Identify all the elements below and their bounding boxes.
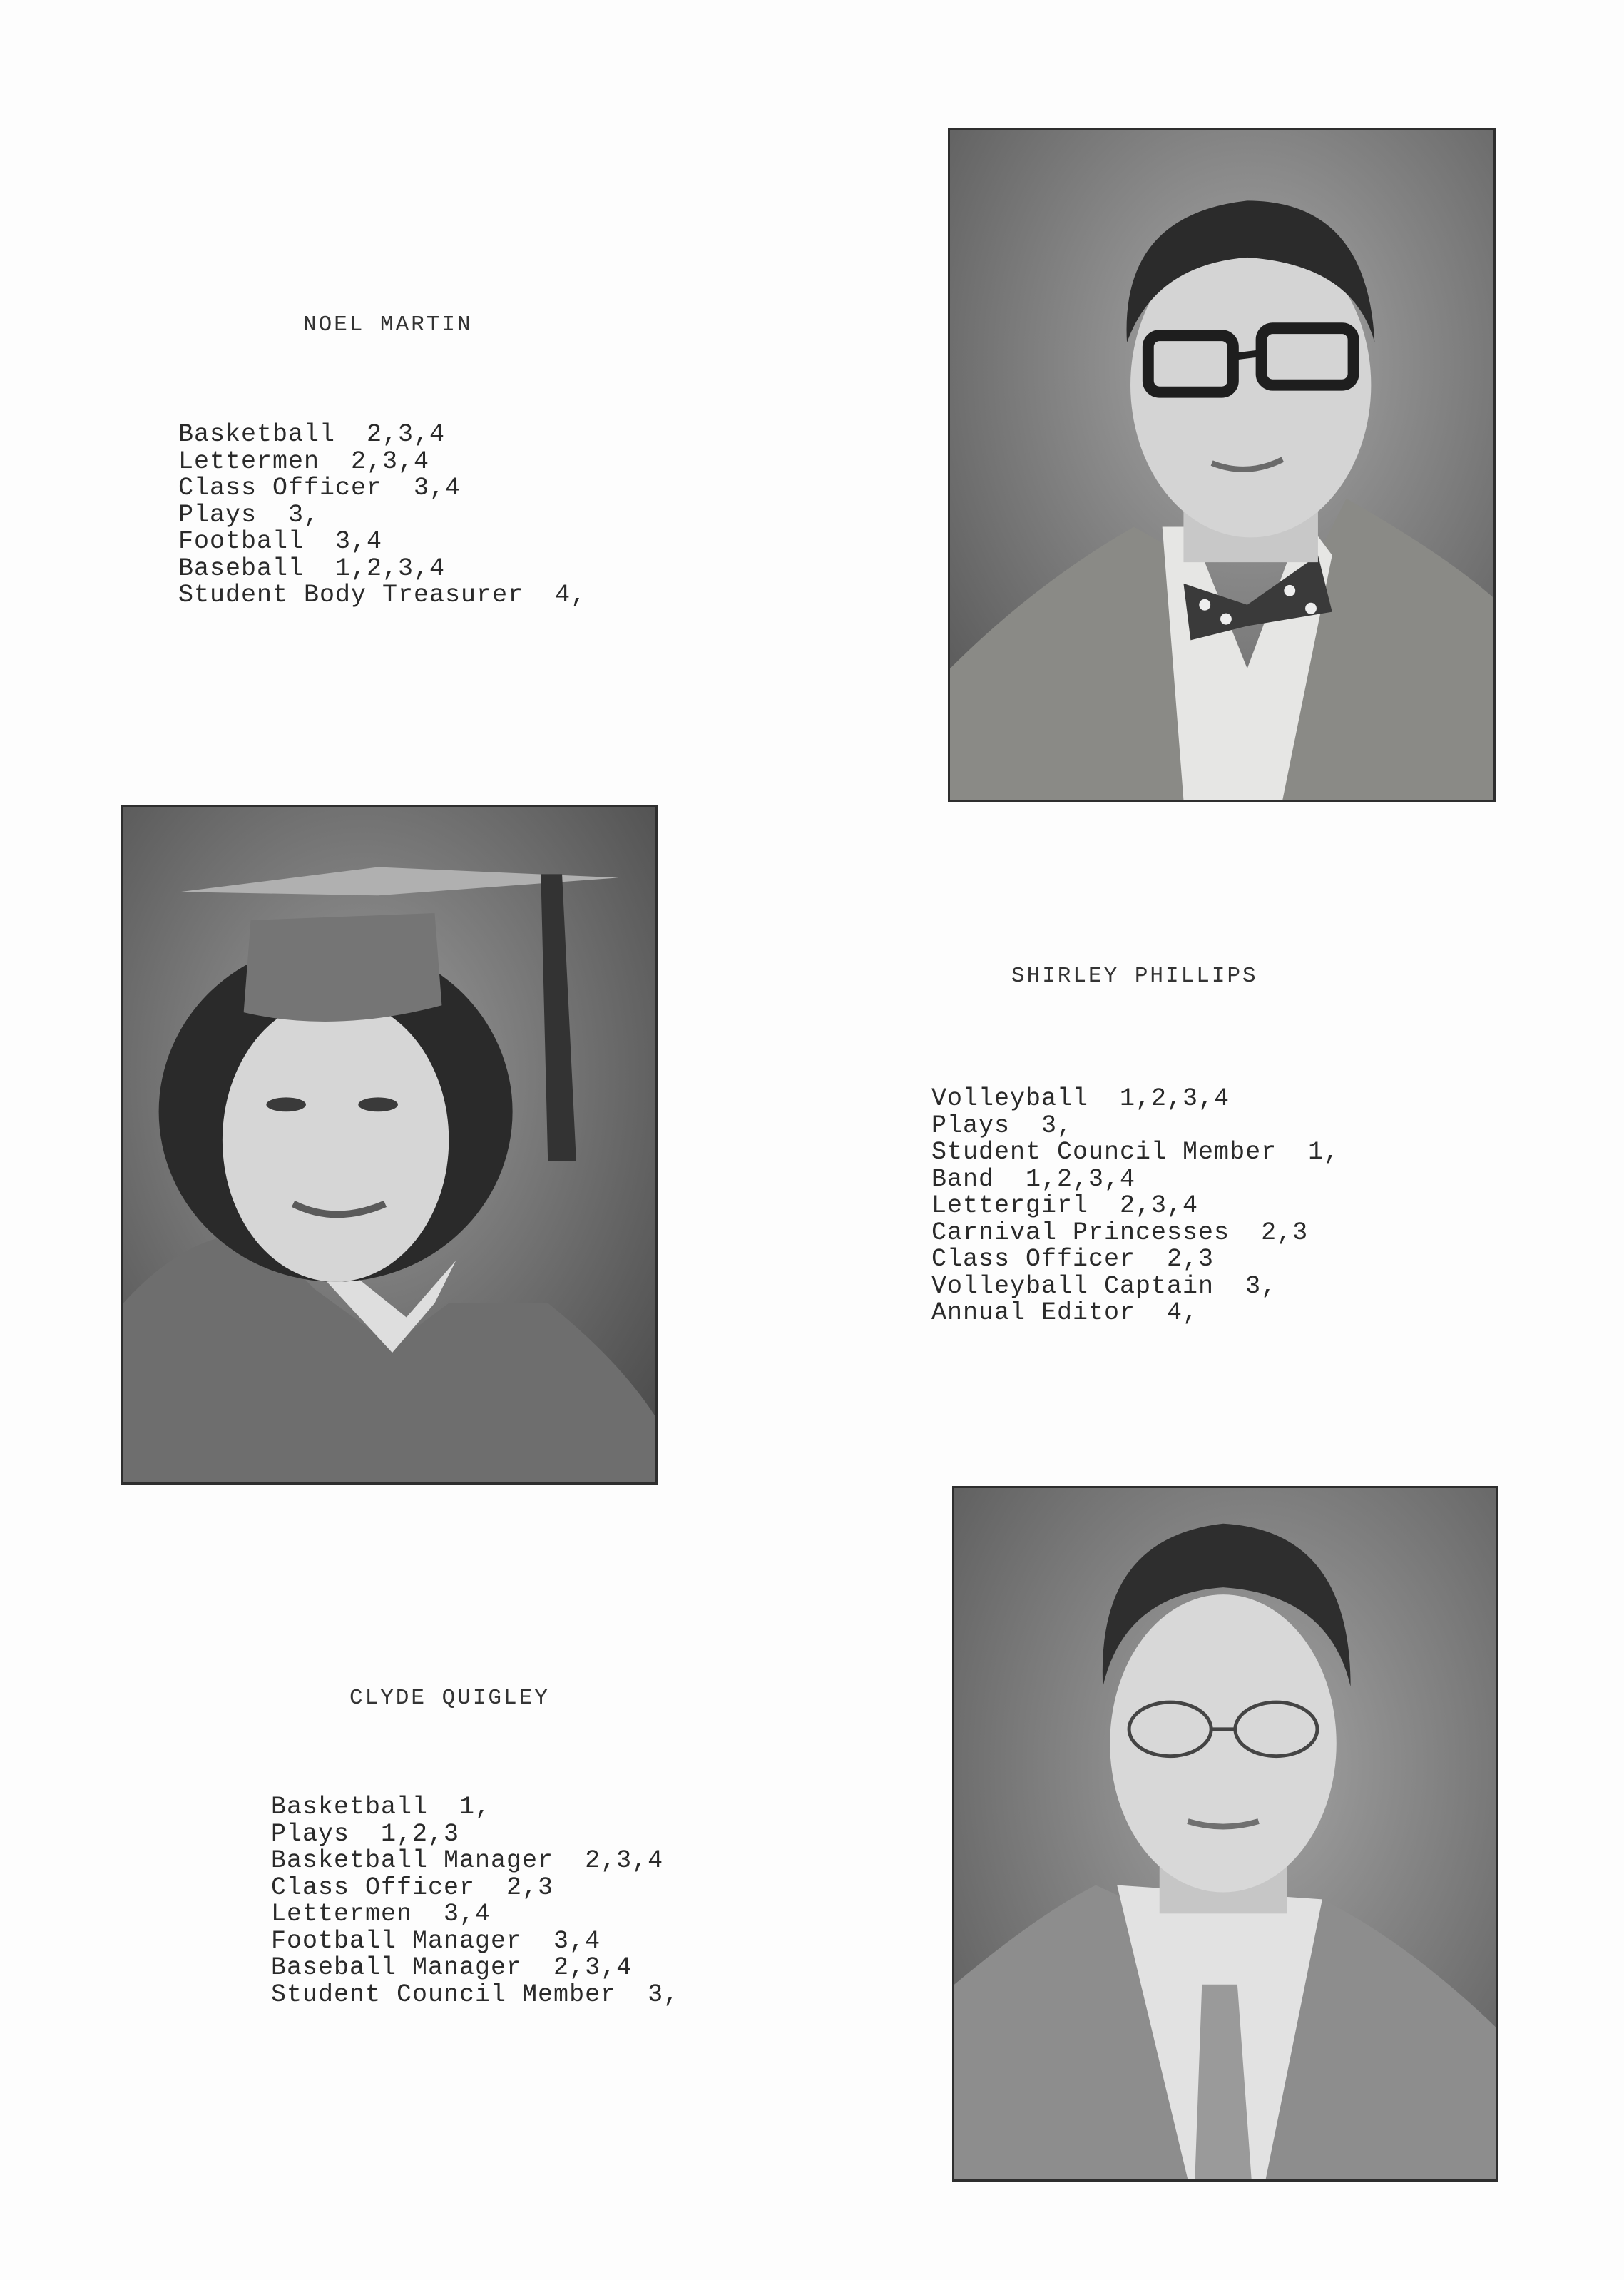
- activities-list: [178, 422, 586, 609]
- activity-item: Basketball 1,: [271, 1793, 491, 1821]
- activity-item: Football Manager 3,4: [271, 1926, 601, 1955]
- activity-item: Plays 3,: [931, 1111, 1073, 1140]
- activity-item: Student Council Member 3,: [271, 1980, 680, 2009]
- activity-item: Baseball 1,2,3,4: [178, 554, 446, 583]
- activity-item: Plays 3,: [178, 500, 320, 529]
- activity-item: Baseball Manager 2,3,4: [271, 1953, 633, 1982]
- activity-item: Carnival Princesses 2,3: [931, 1218, 1309, 1247]
- activity-item: Lettergirl 2,3,4: [931, 1191, 1199, 1220]
- activity-item: Band 1,2,3,4: [931, 1164, 1136, 1194]
- activity-item: Class Officer 2,3: [931, 1245, 1215, 1273]
- activity-item: Student Council Member 1,: [931, 1138, 1340, 1166]
- student-name: NOEL MARTIN: [303, 312, 473, 337]
- activities-list: [931, 1086, 1339, 1327]
- activity-item: Student Body Treasurer 4,: [178, 581, 587, 609]
- activity-item: Basketball 2,3,4: [178, 420, 446, 449]
- activity-item: Class Officer 2,3: [271, 1873, 554, 1902]
- portrait-photo: [121, 805, 658, 1485]
- activity-item: Basketball Manager 2,3,4: [271, 1846, 664, 1875]
- activities-list: [271, 1794, 679, 2008]
- activity-item: Lettermen 2,3,4: [178, 447, 430, 476]
- portrait-photo: [952, 1486, 1498, 2182]
- activity-item: Class Officer 3,4: [178, 474, 461, 502]
- student-name: SHIRLEY PHILLIPS: [1011, 964, 1258, 989]
- activity-item: Annual Editor 4,: [931, 1298, 1199, 1327]
- activity-item: Volleyball 1,2,3,4: [931, 1084, 1230, 1113]
- activity-item: Lettermen 3,4: [271, 1900, 491, 1928]
- activity-item: Football 3,4: [178, 527, 383, 556]
- activity-item: Plays 1,2,3: [271, 1819, 460, 1848]
- student-name: CLYDE QUIGLEY: [349, 1686, 550, 1711]
- activity-item: Volleyball Captain 3,: [931, 1271, 1277, 1301]
- portrait-photo: [948, 128, 1496, 802]
